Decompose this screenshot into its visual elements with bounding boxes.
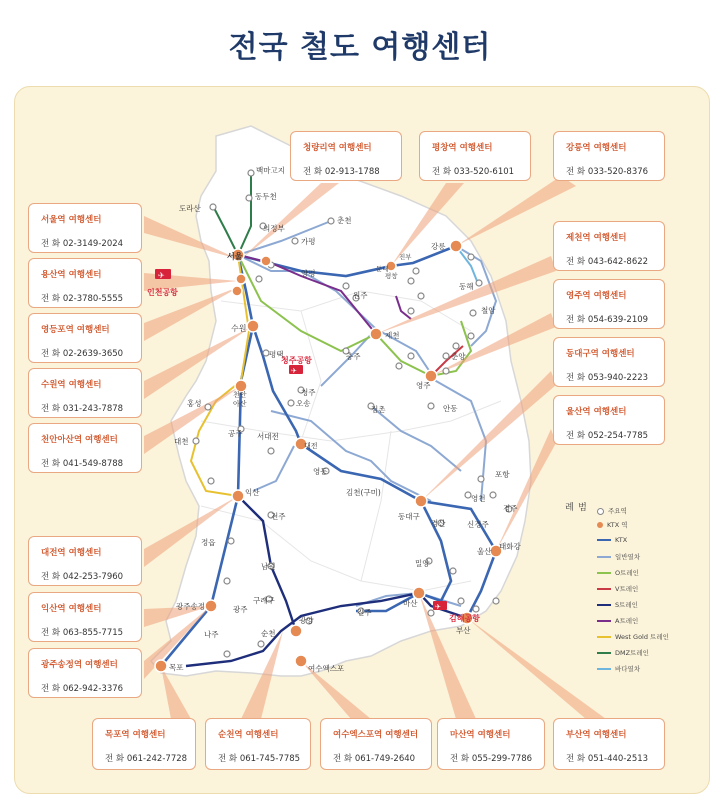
center-name: 동대구역 여행센터 bbox=[566, 349, 635, 359]
center-masan[interactable] bbox=[437, 718, 545, 770]
center-name: 청량리역 여행센터 bbox=[303, 143, 372, 153]
center-name: 익산역 여행센터 bbox=[41, 604, 102, 614]
airport-label-incheon: 인천공항 bbox=[147, 288, 178, 297]
label-태화강: 태화강 bbox=[499, 542, 521, 551]
legend-sea-train: 바다열차 bbox=[597, 664, 640, 673]
label-밀양: 밀양 bbox=[415, 559, 430, 568]
center-seoul[interactable] bbox=[28, 203, 142, 253]
label-영동: 영동 bbox=[313, 467, 328, 476]
label-울산: 울산 bbox=[477, 547, 492, 556]
label-대전: 대전 bbox=[304, 442, 318, 450]
center-name: 천안아산역 여행센터 bbox=[41, 435, 118, 445]
center-phone: 전 화 02-2639-3650 bbox=[41, 349, 124, 359]
label-동대구: 동대구 bbox=[398, 512, 420, 521]
label-경산: 경산 bbox=[431, 519, 446, 528]
center-daejeon[interactable] bbox=[28, 536, 142, 586]
label-나주: 나주 bbox=[204, 630, 219, 639]
label-점촌: 점촌 bbox=[371, 405, 386, 414]
center-phone: 전 화 043-642-8622 bbox=[566, 257, 649, 267]
center-phone: 전 화 053-940-2223 bbox=[566, 373, 649, 383]
legend-s-train: S트레인 bbox=[597, 600, 638, 609]
label-춘천: 춘천 bbox=[337, 216, 352, 225]
center-iksan[interactable] bbox=[28, 592, 142, 642]
label-홍성: 홍성 bbox=[187, 399, 202, 408]
legend-general: 일반열차 bbox=[597, 552, 640, 561]
center-phone: 전 화 042-253-7960 bbox=[41, 572, 124, 582]
center-phone: 전 화 061-749-2640 bbox=[333, 754, 416, 764]
label-안동: 안동 bbox=[443, 404, 458, 413]
label-수원: 수원 bbox=[231, 324, 247, 333]
center-name: 광주송정역 여행센터 bbox=[41, 660, 118, 670]
label-둔내: 둔내 bbox=[376, 265, 389, 273]
center-pyeongchang[interactable] bbox=[419, 131, 531, 181]
airport-gimhae bbox=[433, 601, 447, 611]
center-phone: 전 화 055-299-7786 bbox=[450, 754, 533, 764]
label-서울: 서울 bbox=[227, 252, 243, 261]
center-name: 마산역 여행센터 bbox=[450, 730, 511, 740]
label-구례구: 구례구 bbox=[253, 596, 275, 605]
label-여수엑스포: 여수엑스포 bbox=[308, 664, 345, 673]
center-name: 영주역 여행센터 bbox=[566, 291, 627, 301]
svg-text:✈: ✈ bbox=[291, 367, 297, 375]
center-name: 부산역 여행센터 bbox=[566, 730, 627, 740]
svg-text:✈: ✈ bbox=[158, 271, 165, 280]
label-오송: 오송 bbox=[296, 399, 311, 408]
label-평창: 평창 bbox=[385, 272, 398, 280]
legend-a-train: A트레인 bbox=[597, 616, 638, 625]
center-cheonanasan[interactable] bbox=[28, 423, 142, 473]
center-yeongdeungpo[interactable] bbox=[28, 313, 142, 363]
label-익산: 익산 bbox=[245, 488, 260, 497]
center-name: 대전역 여행센터 bbox=[41, 548, 102, 558]
center-phone: 전 화 033-520-8376 bbox=[566, 167, 649, 177]
center-phone: 전 화 033-520-6101 bbox=[432, 167, 515, 177]
center-phone: 전 화 063-855-7715 bbox=[41, 628, 124, 638]
center-name: 서울역 여행센터 bbox=[41, 215, 102, 225]
center-phone: 전 화 061-745-7785 bbox=[218, 754, 301, 764]
label-가평: 가평 bbox=[301, 237, 316, 246]
legend-westgold: West Gold 트레인 bbox=[597, 632, 669, 641]
center-dongdaegu[interactable] bbox=[553, 337, 665, 387]
center-name: 제천역 여행센터 bbox=[566, 233, 627, 243]
label-제천: 제천 bbox=[385, 331, 400, 340]
center-mokpo[interactable] bbox=[92, 718, 196, 770]
center-name: 수원역 여행센터 bbox=[41, 380, 102, 390]
label-광양: 광양 bbox=[299, 616, 314, 625]
label-김천구미: 김천(구미) bbox=[346, 488, 381, 497]
label-강릉: 강릉 bbox=[431, 242, 446, 251]
label-춘양: 춘양 bbox=[451, 352, 466, 361]
center-ulsan[interactable] bbox=[553, 395, 665, 445]
label-평택: 평택 bbox=[269, 350, 284, 359]
label-광주송정: 광주송정 bbox=[176, 602, 205, 611]
page-title: 전국 철도 여행센터 bbox=[228, 30, 492, 65]
airport-label-cheongju: 청주공항 bbox=[281, 356, 312, 365]
label-서대전: 서대전 bbox=[257, 432, 279, 441]
label-충주: 충주 bbox=[346, 352, 361, 361]
label-진부: 진부 bbox=[399, 253, 412, 261]
center-busan[interactable] bbox=[553, 718, 665, 770]
label-진주: 진주 bbox=[357, 608, 372, 617]
peninsula-landmass bbox=[151, 126, 531, 676]
airport-cheongju bbox=[289, 365, 303, 375]
center-yongsan[interactable] bbox=[28, 258, 142, 308]
label-동해: 동해 bbox=[459, 282, 474, 291]
center-cheongnyangni[interactable] bbox=[290, 131, 402, 181]
label-공주: 공주 bbox=[228, 429, 243, 438]
label-백마고지: 백마고지 bbox=[256, 166, 285, 175]
center-phone: 전 화 061-242-7728 bbox=[105, 754, 188, 764]
label-대천: 대천 bbox=[174, 437, 189, 446]
center-phone: 전 화 02-3780-5555 bbox=[41, 294, 124, 304]
center-name: 순천역 여행센터 bbox=[218, 730, 279, 740]
label-천안: 천안 bbox=[233, 391, 247, 399]
label-순천: 순천 bbox=[261, 629, 276, 638]
airport-incheon bbox=[155, 269, 171, 280]
legend-major-station: 주요역 bbox=[597, 506, 627, 515]
label-남원: 남원 bbox=[261, 562, 276, 571]
label-마산: 마산 bbox=[403, 599, 418, 608]
center-phone: 전 화 02-3149-2024 bbox=[41, 239, 124, 249]
legend-o-train: O트레인 bbox=[597, 568, 639, 577]
label-의정부: 의정부 bbox=[263, 224, 285, 233]
label-부산: 부산 bbox=[456, 626, 471, 635]
legend-v-train: V트레인 bbox=[597, 584, 638, 593]
label-경주: 경주 bbox=[503, 504, 518, 513]
label-신경주: 신경주 bbox=[467, 520, 489, 529]
legend-ktx: KTX bbox=[597, 536, 627, 544]
center-phone: 전 화 041-549-8788 bbox=[41, 459, 124, 469]
center-suwon[interactable] bbox=[28, 368, 142, 418]
center-phone: 전 화 02-913-1788 bbox=[303, 167, 380, 177]
center-yeongju[interactable] bbox=[553, 279, 665, 329]
svg-text:✈: ✈ bbox=[435, 603, 441, 611]
center-name: 평창역 여행센터 bbox=[432, 143, 493, 153]
center-yeosuexpo[interactable] bbox=[320, 718, 432, 770]
center-name: 영등포역 여행센터 bbox=[41, 325, 110, 335]
center-phone: 전 화 054-639-2109 bbox=[566, 315, 649, 325]
label-원주: 원주 bbox=[353, 291, 368, 300]
center-phone: 전 화 062-942-3376 bbox=[41, 684, 124, 694]
center-name: 울산역 여행센터 bbox=[566, 407, 627, 417]
label-청주: 청주 bbox=[301, 388, 316, 397]
center-phone: 전 화 031-243-7878 bbox=[41, 404, 124, 414]
center-name: 강릉역 여행센터 bbox=[566, 143, 627, 153]
center-gwangjusongjeong[interactable] bbox=[28, 648, 142, 698]
label-영주: 영주 bbox=[416, 381, 431, 390]
center-name: 목포역 여행센터 bbox=[105, 730, 166, 740]
label-영천: 영천 bbox=[471, 494, 486, 503]
center-phone: 전 화 051-440-2513 bbox=[566, 754, 649, 764]
center-gangneung[interactable] bbox=[553, 131, 665, 181]
center-name: 여수엑스포역 여행센터 bbox=[333, 730, 419, 740]
center-phone: 전 화 052-254-7785 bbox=[566, 431, 649, 441]
center-jecheon[interactable] bbox=[553, 221, 665, 271]
label-정읍: 정읍 bbox=[201, 538, 216, 547]
legend-title: 범 례 bbox=[563, 502, 586, 517]
airport-label-gimhae: 김해공항 bbox=[449, 614, 480, 623]
label-철암: 철암 bbox=[481, 306, 496, 315]
label-전주: 전주 bbox=[271, 512, 286, 521]
label-동두천: 동두천 bbox=[255, 192, 277, 201]
label-양평: 양평 bbox=[301, 269, 316, 278]
center-name: 용산역 여행센터 bbox=[41, 270, 102, 280]
legend-dmz: DMZ트레인 bbox=[597, 648, 649, 657]
label-광주: 광주 bbox=[233, 605, 248, 614]
label-포항: 포항 bbox=[495, 470, 510, 479]
label-목포: 목포 bbox=[169, 663, 184, 672]
label-도라산: 도라산 bbox=[179, 204, 201, 213]
center-suncheon[interactable] bbox=[205, 718, 311, 770]
legend-ktx-station: KTX 역 bbox=[597, 520, 628, 529]
label-아산: 아산 bbox=[233, 400, 247, 408]
